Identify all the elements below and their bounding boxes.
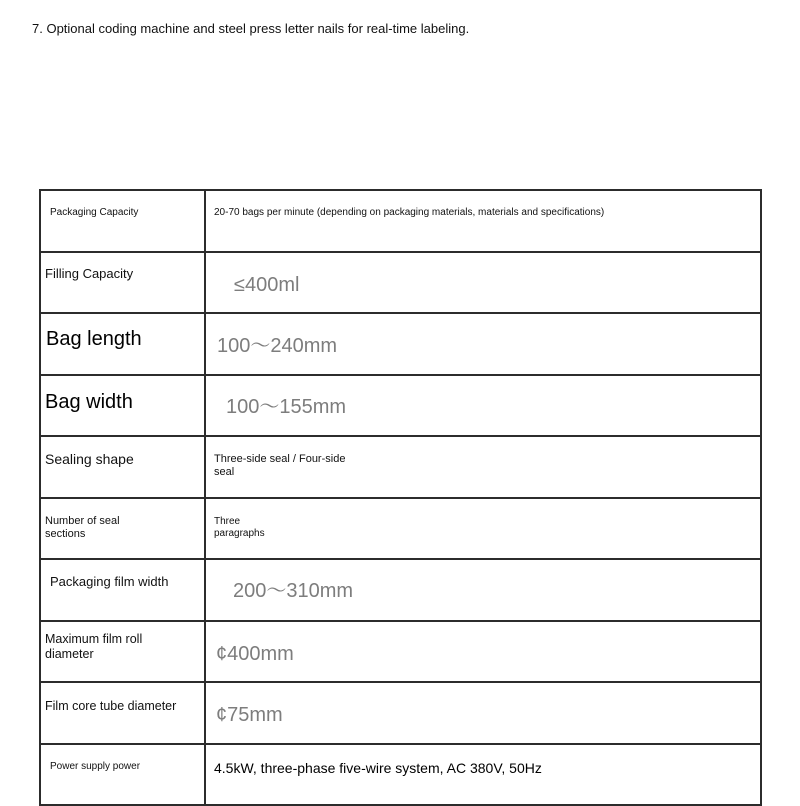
- spec-label-cell: [40, 252, 205, 314]
- spec-label: Bag length: [46, 328, 142, 350]
- spec-label-cell: [40, 313, 205, 375]
- spec-label-cell: [40, 682, 205, 744]
- spec-value: 100～155mm: [226, 395, 347, 418]
- spec-value: Three-side seal / Four-side seal: [214, 453, 346, 479]
- spec-label: Film core tube diameter: [45, 699, 177, 713]
- spec-label-cell: [40, 498, 205, 560]
- spec-value-cell: [205, 498, 761, 560]
- spec-value-cell: [205, 744, 761, 806]
- spec-value: ≤400ml: [234, 273, 300, 296]
- spec-label-cell: [40, 436, 205, 498]
- spec-label: Packaging Capacity: [50, 207, 139, 218]
- spec-value: ¢75mm: [216, 704, 283, 726]
- spec-value-cell: [205, 436, 761, 498]
- table-row: [40, 190, 761, 252]
- section-heading: 7. Optional coding machine and steel press letter nails for real-time labeling.: [32, 21, 470, 36]
- spec-label: Number of seal sections: [45, 514, 120, 540]
- spec-value-cell: [205, 621, 761, 683]
- spec-value-cell: [205, 559, 761, 621]
- spec-label-cell: [40, 621, 205, 683]
- table-row: [40, 375, 761, 437]
- spec-value: ¢400mm: [216, 642, 294, 665]
- table-row: [40, 313, 761, 375]
- spec-label: Sealing shape: [45, 451, 134, 467]
- table-row: [40, 252, 761, 314]
- spec-value: Three paragraphs: [214, 515, 265, 539]
- spec-label: Maximum film roll diameter: [45, 631, 143, 661]
- spec-label: Packaging film width: [50, 574, 169, 589]
- spec-label-cell: [40, 190, 205, 252]
- spec-value-cell: [205, 190, 761, 252]
- spec-label: Filling Capacity: [45, 265, 134, 281]
- table-row: [40, 744, 761, 806]
- spec-value: 100～240mm: [217, 335, 338, 357]
- spec-value: 20-70 bags per minute (depending on packaging materials, materials and specifications): [214, 207, 605, 218]
- table-row: [40, 682, 761, 744]
- spec-label-cell: [40, 559, 205, 621]
- table-row: [40, 436, 761, 498]
- spec-label-cell: [40, 744, 205, 806]
- spec-value: 200～310mm: [233, 580, 354, 602]
- spec-value-cell: [205, 682, 761, 744]
- spec-label: Bag width: [45, 390, 133, 413]
- spec-value-cell: [205, 252, 761, 314]
- spec-value-cell: [205, 375, 761, 437]
- table-row: [40, 498, 761, 560]
- spec-value-cell: [205, 313, 761, 375]
- spec-label-cell: [40, 375, 205, 437]
- table-row: [40, 621, 761, 683]
- spec-table: [39, 189, 762, 806]
- table-row: [40, 559, 761, 621]
- spec-value: 4.5kW, three-phase five-wire system, AC 380V, 50Hz: [214, 759, 542, 776]
- spec-label: Power supply power: [50, 760, 141, 772]
